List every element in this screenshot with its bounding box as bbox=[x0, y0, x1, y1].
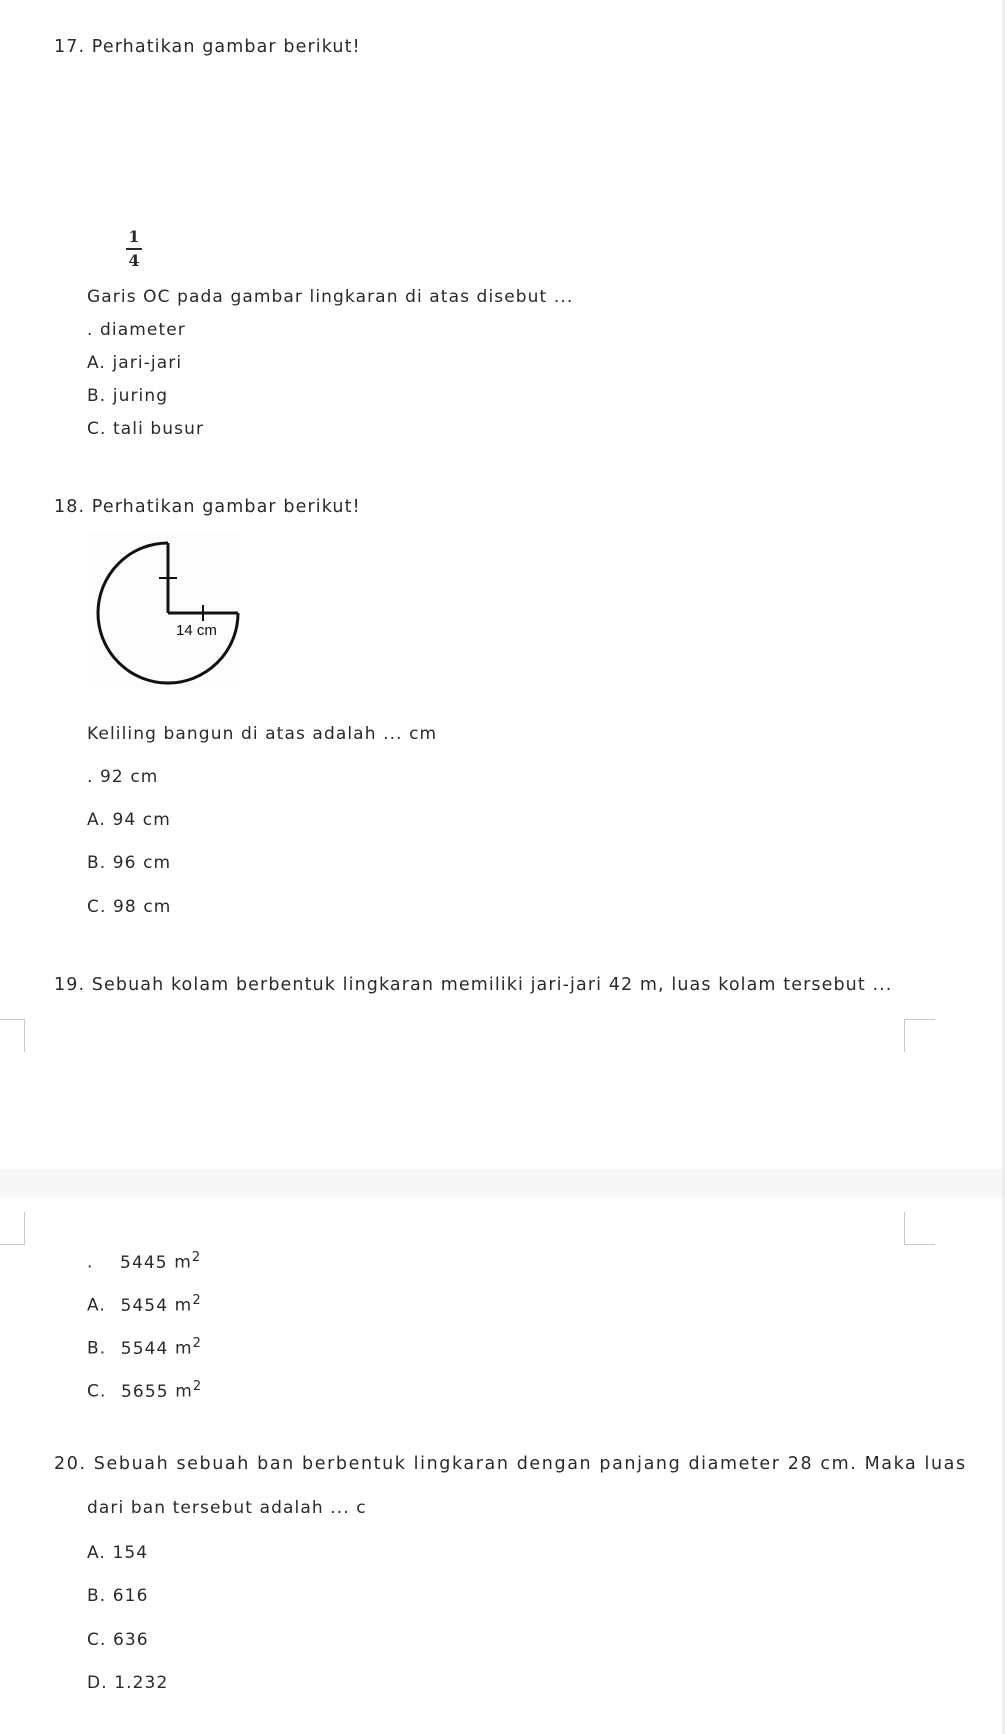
option-prefix: B. bbox=[87, 1338, 107, 1359]
q18-option-a[interactable]: A. 94 cm bbox=[87, 810, 171, 830]
q19-title: 19. Sebuah kolam berbentuk lingkaran memiliki jari-jari 42 m, luas kolam tersebut ... bbox=[54, 975, 893, 995]
radius-label: 14 cm bbox=[176, 622, 217, 639]
q19-option-0[interactable] bbox=[87, 1250, 201, 1273]
option-prefix: A. bbox=[87, 1295, 106, 1316]
q18-option-b[interactable]: B. 96 cm bbox=[87, 853, 172, 873]
three-quarter-circle-figure bbox=[88, 533, 240, 689]
option-prefix: C. bbox=[87, 1381, 107, 1402]
fraction-numerator: 1 bbox=[128, 227, 140, 246]
crop-mark-top-left bbox=[0, 1019, 25, 1052]
q20-option-d[interactable]: D. 1.232 bbox=[87, 1673, 169, 1693]
q20-title-line2: dari ban tersebut adalah ... c bbox=[87, 1498, 367, 1518]
q19-option-c[interactable] bbox=[87, 1379, 202, 1402]
q18-title: 18. Perhatikan gambar berikut! bbox=[54, 497, 361, 517]
q20-option-c[interactable]: C. 636 bbox=[87, 1630, 149, 1650]
option-value: 5454 bbox=[120, 1295, 169, 1316]
option-value: 5655 bbox=[121, 1381, 169, 1402]
crop-mark-bottom-left bbox=[0, 1212, 25, 1245]
option-unit: m bbox=[175, 1381, 193, 1402]
q17-option-b[interactable]: B. juring bbox=[87, 386, 169, 406]
q20-option-a[interactable]: A. 154 bbox=[87, 1543, 149, 1563]
option-unit: m bbox=[174, 1295, 193, 1316]
option-exponent: 2 bbox=[191, 1250, 202, 1265]
option-exponent: 2 bbox=[192, 1336, 203, 1351]
fraction-one-quarter bbox=[126, 228, 142, 270]
crop-mark-top-right bbox=[904, 1019, 935, 1052]
q17-option-c[interactable]: C. tali busur bbox=[87, 419, 205, 439]
q20-title-line1: 20. Sebuah sebuah ban berbentuk lingkaran dengan panjang diameter 28 cm. Maka luas bbox=[54, 1454, 967, 1474]
option-unit: m bbox=[174, 1252, 192, 1273]
fraction-bar bbox=[126, 248, 142, 250]
q18-option-c[interactable]: C. 98 cm bbox=[87, 897, 172, 917]
q18-option-0[interactable]: . 92 cm bbox=[87, 767, 159, 787]
option-prefix: . bbox=[87, 1252, 94, 1273]
q19-option-b[interactable] bbox=[87, 1336, 202, 1359]
option-value: 5445 bbox=[120, 1252, 168, 1273]
q18-question: Keliling bangun di atas adalah ... cm bbox=[87, 724, 438, 744]
q17-question: Garis OC pada gambar lingkaran di atas disebut ... bbox=[87, 287, 574, 307]
q17-title: 17. Perhatikan gambar berikut! bbox=[54, 37, 361, 57]
crop-mark-bottom-right bbox=[904, 1212, 935, 1245]
fraction-denominator: 4 bbox=[128, 251, 140, 270]
option-exponent: 2 bbox=[192, 1379, 203, 1394]
option-value: 5544 bbox=[120, 1338, 169, 1359]
option-exponent: 2 bbox=[192, 1293, 202, 1308]
q17-option-0[interactable]: . diameter bbox=[87, 320, 186, 340]
page-break-band bbox=[0, 1169, 1005, 1197]
q17-option-a[interactable]: A. jari-jari bbox=[87, 353, 183, 373]
q20-option-b[interactable]: B. 616 bbox=[87, 1586, 149, 1606]
option-unit: m bbox=[174, 1338, 193, 1359]
q19-option-a[interactable] bbox=[87, 1293, 202, 1316]
